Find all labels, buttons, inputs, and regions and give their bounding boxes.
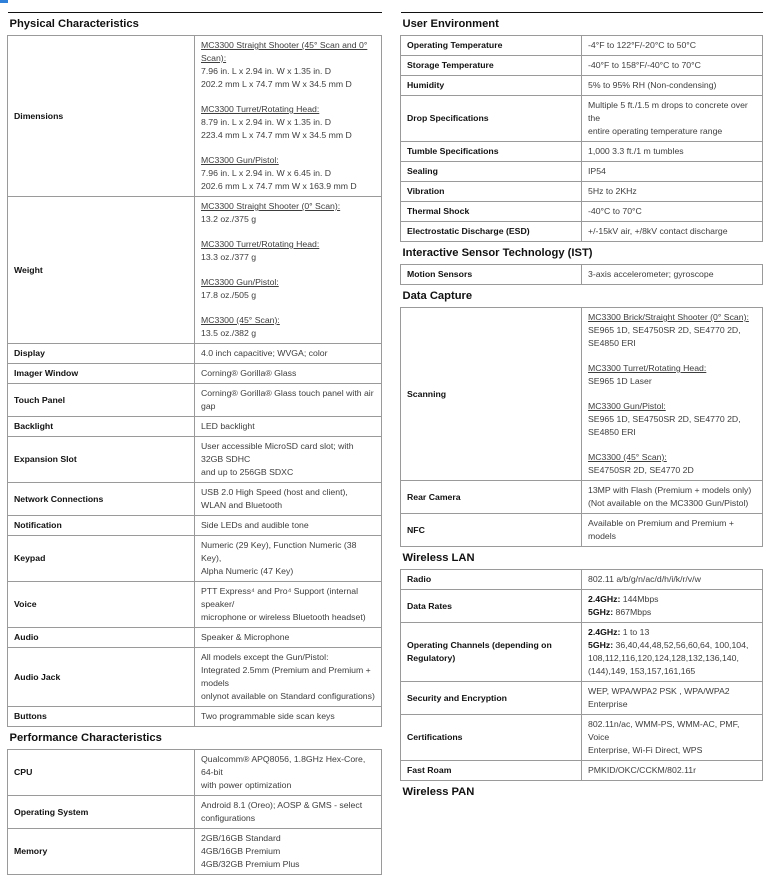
spec-line: Integrated 2.5mm (Premium and Premium + models — [201, 665, 371, 688]
spec-line: Android 8.1 (Oreo); AOSP & GMS - select — [201, 800, 363, 810]
spec-line — [588, 639, 756, 678]
spec-value — [582, 514, 763, 547]
spec-row-cpu — [8, 750, 382, 796]
spec-label: Operating Temperature — [401, 36, 582, 56]
spec-row-display — [8, 344, 382, 364]
spec-line: WEP, WPA/WPA2 PSK , WPA/WPA2 — [588, 686, 730, 696]
spec-value — [582, 265, 763, 285]
section-header-performance-characteristics — [8, 727, 382, 750]
spec-label: Operating System — [8, 796, 195, 829]
spec-value — [195, 582, 382, 628]
spec-line: 5% to 95% RH (Non-condensing) — [588, 80, 717, 90]
spec-line: Corning® Gorilla® Glass — [201, 368, 297, 378]
section-header-data-capture — [401, 285, 763, 308]
spec-row-motion-sensors — [401, 265, 763, 285]
spec-line: 802.11n/ac, WMM-PS, WMM-AC, PMF, Voice — [588, 719, 740, 742]
spec-line: 802.11 a/b/g/n/ac/d/h/i/k/r/v/w — [588, 574, 701, 584]
spec-value — [195, 197, 382, 344]
spec-row-electrostatic-discharge-esd — [401, 222, 763, 242]
spec-label: Imager Window — [8, 364, 195, 384]
spec-value — [582, 76, 763, 96]
spec-group — [588, 451, 756, 477]
spec-label: Tumble Specifications — [401, 142, 582, 162]
spec-line: 202.2 mm L x 74.7 mm W x 34.5 mm D — [201, 79, 352, 89]
spec-label: Audio — [8, 628, 195, 648]
accent-bar — [0, 0, 8, 3]
spec-line: entire operating temperature range — [588, 126, 723, 136]
spec-label: Weight — [8, 197, 195, 344]
spec-group-heading: MC3300 Straight Shooter (45° Scan and 0° Scan): — [201, 40, 368, 63]
spec-row-keypad — [8, 536, 382, 582]
spec-line: All models except the Gun/Pistol: — [201, 652, 329, 662]
spec-label: Backlight — [8, 417, 195, 437]
spec-group-heading: MC3300 Turret/Rotating Head: — [201, 104, 320, 114]
spec-key: 5GHz: — [588, 607, 614, 617]
spec-value — [582, 481, 763, 514]
spec-value — [582, 682, 763, 715]
spec-row-scanning — [401, 308, 763, 481]
spec-group — [201, 103, 375, 142]
spec-line: 13.5 oz./382 g — [201, 328, 257, 338]
spec-value — [582, 142, 763, 162]
spec-value — [195, 750, 382, 796]
section-title: Performance Characteristics — [8, 727, 382, 750]
spec-row-security-and-encryption — [401, 682, 763, 715]
right-spec-table — [400, 12, 763, 803]
spec-row-drop-specifications — [401, 96, 763, 142]
spec-line: 8.79 in. L x 2.94 in. W x 1.35 in. D — [201, 117, 332, 127]
spec-value — [195, 36, 382, 197]
spec-row-humidity — [401, 76, 763, 96]
spec-line: PMKID/OKC/CCKM/802.11r — [588, 765, 696, 775]
spec-group-heading: MC3300 Turret/Rotating Head: — [588, 363, 707, 373]
spec-line: 13.3 oz./377 g — [201, 252, 257, 262]
spec-group-heading: MC3300 (45° Scan): — [201, 315, 280, 325]
spec-line — [588, 593, 756, 606]
spec-row-voice — [8, 582, 382, 628]
spec-line: Two programmable side scan keys — [201, 711, 335, 721]
spec-value — [195, 437, 382, 483]
spec-label: Data Rates — [401, 590, 582, 623]
spec-row-vibration — [401, 182, 763, 202]
spec-label: Rear Camera — [401, 481, 582, 514]
spec-label: Memory — [8, 829, 195, 875]
spec-value — [582, 96, 763, 142]
spec-line: Enterprise, Wi-Fi Direct, WPS — [588, 745, 703, 755]
spec-row-radio — [401, 570, 763, 590]
spec-group — [201, 39, 375, 91]
spec-label: Thermal Shock — [401, 202, 582, 222]
spec-row-operating-system — [8, 796, 382, 829]
spec-line: Corning® Gorilla® Glass touch panel with air gap — [201, 388, 374, 411]
spec-line: 4.0 inch capacitive; WVGA; color — [201, 348, 328, 358]
spec-label: Scanning — [401, 308, 582, 481]
spec-line: 13.2 oz./375 g — [201, 214, 257, 224]
spec-row-rear-camera — [401, 481, 763, 514]
spec-label: Humidity — [401, 76, 582, 96]
spec-value — [582, 36, 763, 56]
spec-row-fast-roam — [401, 761, 763, 781]
spec-value — [195, 516, 382, 536]
spec-line: SE965 1D, SE4750SR 2D, SE4770 2D, SE4850 ERI — [588, 414, 741, 437]
spec-label: Network Connections — [8, 483, 195, 516]
right-column — [400, 12, 763, 803]
spec-label: Notification — [8, 516, 195, 536]
spec-row-backlight — [8, 417, 382, 437]
spec-line: 223.4 mm L x 74.7 mm W x 34.5 mm D — [201, 130, 352, 140]
spec-value — [582, 570, 763, 590]
spec-value — [195, 483, 382, 516]
spec-row-tumble-specifications — [401, 142, 763, 162]
spec-line: User accessible MicroSD card slot; with 32GB SDHC — [201, 441, 354, 464]
section-title: User Environment — [401, 13, 763, 36]
spec-line: SE965 1D Laser — [588, 376, 652, 386]
spec-row-nfc — [401, 514, 763, 547]
spec-key: 2.4GHz: — [588, 627, 621, 637]
spec-line: Enterprise — [588, 699, 628, 709]
spec-label: Security and Encryption — [401, 682, 582, 715]
spec-line: Speaker & Microphone — [201, 632, 290, 642]
spec-value — [195, 796, 382, 829]
spec-row-storage-temperature — [401, 56, 763, 76]
spec-line: Alpha Numeric (47 Key) — [201, 566, 294, 576]
spec-value — [582, 761, 763, 781]
spec-row-certifications — [401, 715, 763, 761]
spec-line: PTT Express⁴ and Pro⁴ Support (internal speaker/ — [201, 586, 358, 609]
spec-line: Qualcomm® APQ8056, 1.8GHz Hex-Core, 64-bit — [201, 754, 366, 777]
spec-label: Certifications — [401, 715, 582, 761]
spec-line: LED backlight — [201, 421, 255, 431]
spec-value — [582, 623, 763, 682]
section-title: Interactive Sensor Technology (IST) — [401, 242, 763, 265]
spec-label: Storage Temperature — [401, 56, 582, 76]
spec-row-weight — [8, 197, 382, 344]
spec-label: Audio Jack — [8, 648, 195, 707]
spec-value — [582, 715, 763, 761]
spec-row-data-rates — [401, 590, 763, 623]
section-header-wireless-lan — [401, 547, 763, 570]
spec-label: Keypad — [8, 536, 195, 582]
spec-label: CPU — [8, 750, 195, 796]
spec-line: Available on Premium and Premium + models — [588, 518, 734, 541]
spec-row-audio — [8, 628, 382, 648]
spec-row-dimensions — [8, 36, 382, 197]
section-title: Physical Characteristics — [8, 13, 382, 36]
spec-line: -40°C to 70°C — [588, 206, 642, 216]
spec-group — [201, 276, 375, 302]
spec-line: +/-15kV air, +/8kV contact discharge — [588, 226, 728, 236]
spec-key-value: 867Mbps — [613, 607, 652, 617]
spec-group-heading: MC3300 Gun/Pistol: — [201, 155, 279, 165]
spec-row-operating-channels-depending-on-regulatory — [401, 623, 763, 682]
spec-row-memory — [8, 829, 382, 875]
spec-line — [588, 606, 756, 619]
spec-row-touch-panel — [8, 384, 382, 417]
spec-group-heading: MC3300 (45° Scan): — [588, 452, 667, 462]
section-header-user-environment — [401, 13, 763, 36]
spec-line: 1,000 3.3 ft./1 m tumbles — [588, 146, 684, 156]
spec-line: and up to 256GB SDXC — [201, 467, 294, 477]
spec-group — [588, 362, 756, 388]
spec-label: Motion Sensors — [401, 265, 582, 285]
spec-value — [195, 364, 382, 384]
spec-label: Radio — [401, 570, 582, 590]
spec-key: 2.4GHz: — [588, 594, 621, 604]
spec-group-heading: MC3300 Turret/Rotating Head: — [201, 239, 320, 249]
spec-value — [195, 829, 382, 875]
spec-value — [195, 628, 382, 648]
spec-line: Numeric (29 Key), Function Numeric (38 Key), — [201, 540, 357, 563]
section-header-wireless-pan — [401, 781, 763, 804]
spec-value — [582, 308, 763, 481]
spec-line: 13MP with Flash (Premium + models only) — [588, 485, 752, 495]
spec-row-imager-window — [8, 364, 382, 384]
spec-row-notification — [8, 516, 382, 536]
spec-value — [582, 222, 763, 242]
spec-group-heading: MC3300 Brick/Straight Shooter (0° Scan): — [588, 312, 749, 322]
spec-line: Side LEDs and audible tone — [201, 520, 309, 530]
spec-line: microphone or wireless Bluetooth headset) — [201, 612, 366, 622]
spec-group — [588, 311, 756, 350]
spec-line: 5Hz to 2KHz — [588, 186, 637, 196]
spec-value — [195, 344, 382, 364]
spec-line: USB 2.0 High Speed (host and client), — [201, 487, 348, 497]
spec-group — [201, 314, 375, 340]
section-header-interactive-sensor-technology-ist — [401, 242, 763, 265]
section-title: Wireless LAN — [401, 547, 763, 570]
spec-line — [588, 626, 756, 639]
spec-value — [582, 162, 763, 182]
left-spec-table — [7, 12, 382, 875]
spec-label: Buttons — [8, 707, 195, 727]
spec-line: SE965 1D, SE4750SR 2D, SE4770 2D, SE4850 ERI — [588, 325, 741, 348]
spec-group — [588, 400, 756, 439]
spec-line: with power optimization — [201, 780, 292, 790]
spec-line: 4GB/16GB Premium — [201, 846, 281, 856]
spec-group-heading: MC3300 Gun/Pistol: — [588, 401, 666, 411]
section-title: Data Capture — [401, 285, 763, 308]
spec-line: -4°F to 122°F/-20°C to 50°C — [588, 40, 697, 50]
spec-value — [582, 202, 763, 222]
spec-label: Fast Roam — [401, 761, 582, 781]
spec-line: Multiple 5 ft./1.5 m drops to concrete over the — [588, 100, 748, 123]
spec-group — [201, 238, 375, 264]
spec-group — [201, 200, 375, 226]
spec-line: onlynot available on Standard configurations) — [201, 691, 375, 701]
spec-key-value: 144Mbps — [620, 594, 659, 604]
spec-key-value: 1 to 13 — [620, 627, 650, 637]
spec-value — [195, 648, 382, 707]
spec-label: Dimensions — [8, 36, 195, 197]
spec-line: (Not available on the MC3300 Gun/Pistol) — [588, 498, 749, 508]
spec-row-buttons — [8, 707, 382, 727]
spec-line: 7.96 in. L x 2.94 in. W x 1.35 in. D — [201, 66, 332, 76]
spec-value — [195, 707, 382, 727]
spec-line: 202.6 mm L x 74.7 mm W x 163.9 mm D — [201, 181, 357, 191]
spec-row-sealing — [401, 162, 763, 182]
spec-label: Electrostatic Discharge (ESD) — [401, 222, 582, 242]
spec-key: 5GHz: — [588, 640, 614, 650]
spec-row-expansion-slot — [8, 437, 382, 483]
spec-row-thermal-shock — [401, 202, 763, 222]
spec-label: Drop Specifications — [401, 96, 582, 142]
spec-line: WLAN and Bluetooth — [201, 500, 283, 510]
spec-line: 4GB/32GB Premium Plus — [201, 859, 300, 869]
spec-value — [582, 56, 763, 76]
spec-line: -40°F to 158°F/-40°C to 70°C — [588, 60, 701, 70]
spec-group-heading: MC3300 Straight Shooter (0° Scan): — [201, 201, 341, 211]
spec-label: Display — [8, 344, 195, 364]
spec-value — [582, 590, 763, 623]
spec-line: SE4750SR 2D, SE4770 2D — [588, 465, 694, 475]
spec-group-heading: MC3300 Gun/Pistol: — [201, 277, 279, 287]
left-column — [7, 12, 382, 875]
spec-line: IP54 — [588, 166, 606, 176]
spec-label: Voice — [8, 582, 195, 628]
spec-key-value: 36,40,44,48,52,56,60,64, 100,104, 108,112,116,120,124,128,132,136,140,(144),149, 153,157,161,165 — [588, 640, 749, 676]
spec-value — [195, 417, 382, 437]
spec-row-network-connections — [8, 483, 382, 516]
spec-line: 17.8 oz./505 g — [201, 290, 257, 300]
spec-value — [195, 384, 382, 417]
section-header-physical-characteristics — [8, 13, 382, 36]
spec-row-operating-temperature — [401, 36, 763, 56]
spec-group — [201, 154, 375, 193]
spec-label: Sealing — [401, 162, 582, 182]
spec-line: 2GB/16GB Standard — [201, 833, 281, 843]
spec-line: 3-axis accelerometer; gyroscope — [588, 269, 714, 279]
section-title: Wireless PAN — [401, 781, 763, 804]
spec-value — [195, 536, 382, 582]
spec-line: configurations — [201, 813, 256, 823]
spec-label: NFC — [401, 514, 582, 547]
spec-value — [582, 182, 763, 202]
spec-label: Vibration — [401, 182, 582, 202]
spec-label: Operating Channels (depending on Regulatory) — [401, 623, 582, 682]
spec-label: Expansion Slot — [8, 437, 195, 483]
spec-row-audio-jack — [8, 648, 382, 707]
spec-label: Touch Panel — [8, 384, 195, 417]
spec-line: 7.96 in. L x 2.94 in. W x 6.45 in. D — [201, 168, 332, 178]
